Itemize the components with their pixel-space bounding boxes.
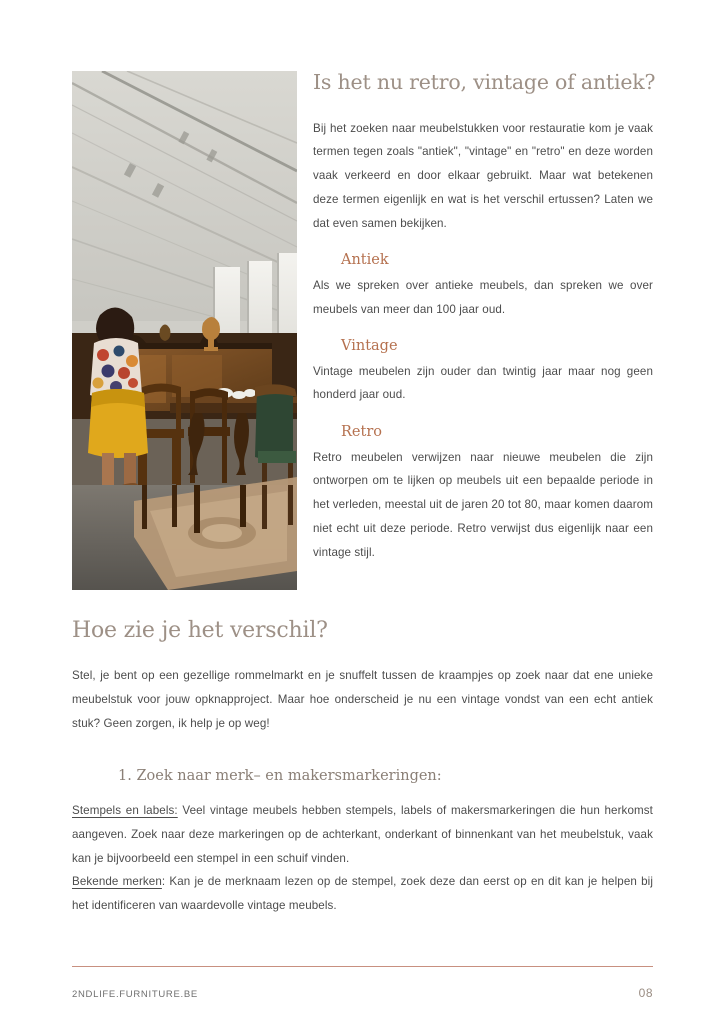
tip-stempels-en-labels: [72, 799, 653, 870]
tip-text-merken: : Kan je de merknaam lezen op de stempel, zoek deze dan eerst op en dit kan je helpen bij het identificeren van waardevolle vintage meubels.: [72, 875, 653, 913]
footer-divider: [72, 966, 653, 967]
footer-page-number: 08: [638, 986, 653, 1000]
section-title: Hoe zie je het verschil?: [72, 618, 328, 643]
tip-term-stempels: Stempels en labels:: [72, 804, 178, 818]
tip-term-merken: Bekende merken: [72, 875, 162, 889]
tip-text-stempels: Veel vintage meubels hebben stempels, labels of makersmarkeringen die hun herkomst aangeven. Zoek naar deze markeringen op de achterkant, onderkant of binnenkant van het meubelstuk, vaak kan je bijvoorbeeld een stempel in een schuif vinden.: [72, 804, 653, 865]
section-intro-paragraph: Stel, je bent op een gezellige rommelmarkt en je snuffelt tussen de kraampjes op zoek naar dat ene unieke meubelstuk voor jouw opknapproject. Maar hoe onderscheid je nu een vintage vondst van een echt antiek stuk? Geen zorgen, ik help je op weg!: [72, 669, 653, 730]
hero-photo-illustration: [72, 71, 297, 590]
article-column: [313, 70, 656, 564]
subheading-retro: Retro: [341, 424, 382, 441]
tip-bekende-merken: [72, 870, 653, 918]
paragraph-antiek: Als we spreken over antieke meubels, dan spreken we over meubels van meer dan 100 jaar oud.: [313, 278, 653, 316]
section-how-to-tell: [72, 618, 653, 918]
intro-paragraph: Bij het zoeken naar meubelstukken voor restauratie kom je vaak termen tegen zoals "antiek", "vintage" en "retro" en deze worden vaak verkeerd en door elkaar gebruikt. Maar wat betekenen deze termen eigenlijk en wat is het verschil ertussen? Laten we dat even samen bekijken.: [313, 121, 653, 230]
footer-brand: 2NDLIFE.FURNITURE.BE: [72, 989, 198, 1000]
paragraph-retro: Retro meubelen verwijzen naar nieuwe meubelen die zijn ontworpen om te lijken op meubels uit een bepaalde periode in het verleden, meestal uit de jaren 20 tot 80, maar komen daarom niet echt uit deze periode. Retro verwijst dus eigenlijk naar een vintage stijl.: [313, 450, 653, 559]
page-title: Is het nu retro, vintage of antiek?: [313, 70, 656, 94]
footer-row: [72, 986, 653, 1000]
subheading-antiek: Antiek: [341, 252, 389, 269]
page-footer: [72, 966, 653, 1000]
numbered-heading-1: 1. Zoek naar merk– en makersmarkeringen:: [118, 767, 442, 784]
hero-photo: [72, 71, 297, 590]
subheading-vintage: Vintage: [341, 338, 398, 355]
paragraph-vintage: Vintage meubelen zijn ouder dan twintig jaar maar nog geen honderd jaar oud.: [313, 364, 653, 402]
